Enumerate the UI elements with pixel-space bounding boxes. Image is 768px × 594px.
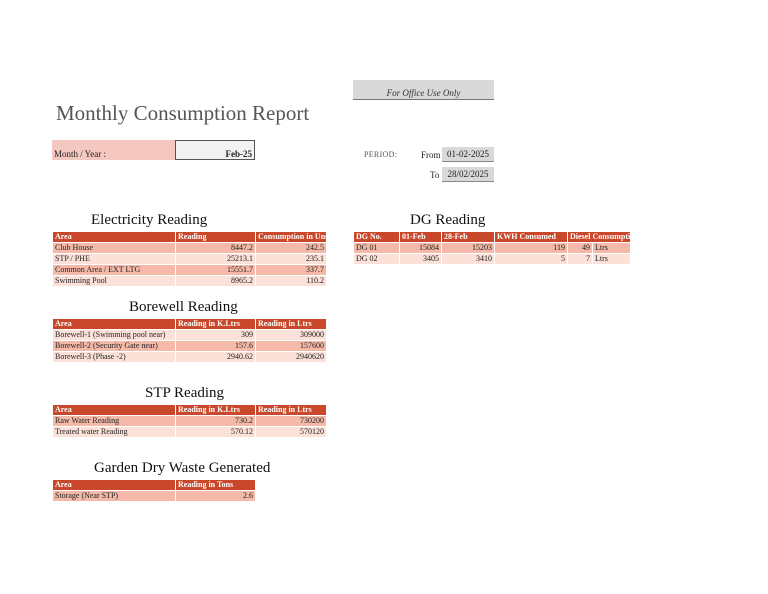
table-cell: 110.2 [256,276,327,287]
table-cell: 3410 [442,254,495,265]
column-header: Area [53,319,176,330]
column-header: Area [53,480,176,491]
table-row [53,276,327,287]
table-cell: 15551.7 [176,265,256,276]
table-cell: Common Area / EXT LTG [53,265,176,276]
column-header: Reading in Ltrs [256,405,327,416]
table-cell: Swimming Pool [53,276,176,287]
table-row [53,265,327,276]
table-row [354,254,631,265]
column-header: Area [53,405,176,416]
table-row [53,254,327,265]
electricity-title: Electricity Reading [91,212,208,228]
table-cell: 157600 [256,341,327,352]
table-cell: 309000 [256,330,327,341]
table-cell: 2940.62 [176,352,256,363]
period-to-value[interactable]: 28/02/2025 [442,167,494,182]
table-cell: 730200 [256,416,327,427]
column-header: Reading in K.Ltrs [176,319,256,330]
table-row [53,352,327,363]
table-row [53,427,327,438]
table-cell: Borewell-2 (Security Gate near) [53,341,176,352]
table-header-row [354,232,631,243]
table-cell: Borewell-3 (Phase -2) [53,352,176,363]
period-from-label: From [421,150,441,160]
table-cell: 2940620 [256,352,327,363]
table-cell: Ltrs [593,243,631,254]
borewell-title: Borewell Reading [129,299,238,315]
table-cell: 157.6 [176,341,256,352]
column-header: 01-Feb [400,232,442,243]
period-from-value[interactable]: 01-02-2025 [442,147,494,162]
garden-title: Garden Dry Waste Generated [94,460,271,476]
table-header-row [53,480,256,491]
column-header: Reading [176,232,256,243]
page-title: Monthly Consumption Report [56,101,310,125]
period-label: PERIOD: [364,150,398,159]
table-cell: 119 [495,243,568,254]
table-cell: Raw Water Reading [53,416,176,427]
stp-title: STP Reading [145,385,225,401]
table-cell: DG 02 [354,254,400,265]
table-row [53,243,327,254]
table-cell: Club House [53,243,176,254]
borewell-table [52,318,327,363]
month-year-label: Month / Year : [52,140,175,160]
table-cell: 570120 [256,427,327,438]
table-cell: Borewell-1 (Swimming pool near) [53,330,176,341]
table-row [354,243,631,254]
table-cell: STP / PHE [53,254,176,265]
table-cell: 8965.2 [176,276,256,287]
table-cell: Ltrs [593,254,631,265]
stp-table [52,404,327,438]
table-cell: 15203 [442,243,495,254]
dg-title: DG Reading [410,212,486,228]
dg-table [353,231,639,265]
table-cell: 5 [495,254,568,265]
table-cell: Treated water Reading [53,427,176,438]
table-header-row [53,319,327,330]
column-header: KWH Consumed [495,232,568,243]
table-cell: 8447.2 [176,243,256,254]
table-cell: Storage (Near STP) [53,491,176,502]
table-cell: DG 01 [354,243,400,254]
table-cell: 570.12 [176,427,256,438]
column-header: Consumption in Units [256,232,327,243]
column-header: DG No. [354,232,400,243]
table-cell: 25213.1 [176,254,256,265]
table-header-row [53,232,327,243]
table-cell: 242.5 [256,243,327,254]
period-to-label: To [430,170,440,180]
column-header: Reading in K.Ltrs [176,405,256,416]
table-cell: 3405 [400,254,442,265]
month-year-value[interactable]: Feb-25 [175,140,255,160]
office-use-banner: For Office Use Only [353,80,494,100]
column-header: Reading in Tons [176,480,256,491]
table-header-row [53,405,327,416]
table-cell: 730.2 [176,416,256,427]
column-header: 28-Feb [442,232,495,243]
table-cell: 337.7 [256,265,327,276]
table-cell: 309 [176,330,256,341]
table-row [53,341,327,352]
table-cell: 235.1 [256,254,327,265]
table-cell: 15084 [400,243,442,254]
garden-table [52,479,256,502]
column-header: Area [53,232,176,243]
column-header: Reading in Ltrs [256,319,327,330]
table-cell: 49 [568,243,593,254]
table-row [53,330,327,341]
table-row [53,491,256,502]
table-cell: 7 [568,254,593,265]
column-header: Diesel Consumption [568,232,631,243]
table-cell: 2.6 [176,491,256,502]
electricity-table [52,231,334,287]
table-row [53,416,327,427]
